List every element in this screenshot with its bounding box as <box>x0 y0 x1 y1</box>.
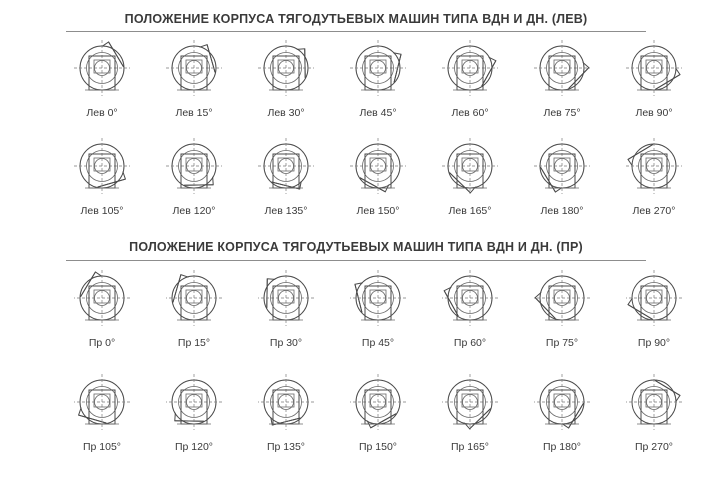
figure-cell <box>608 268 700 349</box>
figure-cell <box>332 372 424 453</box>
fan-casing-diagram <box>56 372 148 440</box>
figure-caption: Пр 15° <box>177 337 211 349</box>
figure-caption: Лев 120° <box>172 205 216 217</box>
figure-caption: Лев 105° <box>80 205 124 217</box>
fan-casing-diagram <box>56 38 148 106</box>
figure-cell <box>148 38 240 119</box>
fan-casing-diagram <box>148 372 240 440</box>
figure-caption: Пр 180° <box>542 441 582 453</box>
figure-caption: Лев 165° <box>448 205 492 217</box>
figure-cell <box>516 372 608 453</box>
fan-casing-diagram <box>424 38 516 106</box>
fan-casing-diagram <box>516 268 608 336</box>
fan-casing-diagram <box>516 38 608 106</box>
figure-caption: Пр 165° <box>450 441 490 453</box>
fan-casing-diagram <box>608 136 700 204</box>
figure-cell <box>608 38 700 119</box>
section-title-lev: ПОЛОЖЕНИЕ КОРПУСА ТЯГОДУТЬЕВЫХ МАШИН ТИПА ВДН И ДН. (ЛЕВ) <box>124 12 588 26</box>
fan-casing-diagram <box>240 136 332 204</box>
fan-casing-diagram <box>332 268 424 336</box>
figure-caption: Лев 180° <box>540 205 584 217</box>
fan-casing-diagram <box>56 136 148 204</box>
figure-cell <box>608 136 700 217</box>
fan-casing-diagram <box>332 38 424 106</box>
figure-cell <box>56 268 148 349</box>
figure-caption: Лев 60° <box>451 107 489 119</box>
figure-caption: Пр 120° <box>174 441 214 453</box>
figure-cell <box>332 268 424 349</box>
figure-row-pr-2 <box>56 372 674 453</box>
figure-cell <box>240 38 332 119</box>
figure-row-lev-2 <box>56 136 676 217</box>
figure-cell <box>516 136 608 217</box>
figure-cell <box>240 372 332 453</box>
figure-cell <box>424 38 516 119</box>
figure-caption: Пр 150° <box>358 441 398 453</box>
figure-caption: Пр 0° <box>88 337 116 349</box>
fan-casing-diagram <box>332 136 424 204</box>
figure-cell <box>608 372 700 453</box>
fan-casing-diagram <box>148 268 240 336</box>
figure-caption: Пр 105° <box>82 441 122 453</box>
figure-caption: Лев 0° <box>86 107 118 119</box>
fan-casing-diagram <box>516 136 608 204</box>
figure-caption: Лев 135° <box>264 205 308 217</box>
fan-casing-diagram <box>608 268 700 336</box>
figure-caption: Пр 30° <box>269 337 303 349</box>
fan-casing-diagram <box>332 372 424 440</box>
figure-caption: Пр 60° <box>453 337 487 349</box>
figure-cell <box>332 38 424 119</box>
figure-cell <box>424 372 516 453</box>
figure-caption: Лев 75° <box>543 107 581 119</box>
figure-cell <box>332 136 424 217</box>
fan-casing-diagram <box>240 268 332 336</box>
figure-caption: Лев 30° <box>267 107 305 119</box>
figure-caption: Лев 15° <box>175 107 213 119</box>
figure-cell <box>240 136 332 217</box>
figure-cell <box>424 136 516 217</box>
figure-caption: Лев 270° <box>632 205 676 217</box>
fan-casing-diagram <box>608 38 700 106</box>
figure-caption: Лев 150° <box>356 205 400 217</box>
fan-casing-diagram <box>424 372 516 440</box>
figure-cell <box>240 268 332 349</box>
figure-caption: Пр 90° <box>637 337 671 349</box>
figure-cell <box>424 268 516 349</box>
figure-caption: Лев 45° <box>359 107 397 119</box>
divider-pr <box>66 260 646 261</box>
figure-cell <box>148 136 240 217</box>
fan-casing-diagram <box>148 38 240 106</box>
fan-casing-diagram <box>240 38 332 106</box>
fan-casing-diagram <box>608 372 700 440</box>
figure-cell <box>56 38 148 119</box>
figure-cell <box>516 38 608 119</box>
figure-cell <box>148 372 240 453</box>
section-title-pr: ПОЛОЖЕНИЕ КОРПУСА ТЯГОДУТЬЕВЫХ МАШИН ТИПА ВДН И ДН. (ПР) <box>129 240 583 254</box>
figure-cell <box>516 268 608 349</box>
fan-casing-diagram <box>56 268 148 336</box>
figure-caption: Пр 75° <box>545 337 579 349</box>
fan-casing-diagram <box>424 268 516 336</box>
fan-casing-diagram <box>148 136 240 204</box>
figure-row-pr-1 <box>56 268 671 349</box>
fan-casing-diagram <box>516 372 608 440</box>
figure-caption: Пр 270° <box>634 441 674 453</box>
fan-casing-diagram <box>240 372 332 440</box>
figure-caption: Пр 135° <box>266 441 306 453</box>
figure-cell <box>148 268 240 349</box>
figure-caption: Пр 45° <box>361 337 395 349</box>
figure-cell <box>56 136 148 217</box>
divider-lev <box>66 31 646 32</box>
figure-caption: Лев 90° <box>635 107 673 119</box>
figure-cell <box>56 372 148 453</box>
figure-row-lev-1 <box>56 38 673 119</box>
fan-casing-diagram <box>424 136 516 204</box>
